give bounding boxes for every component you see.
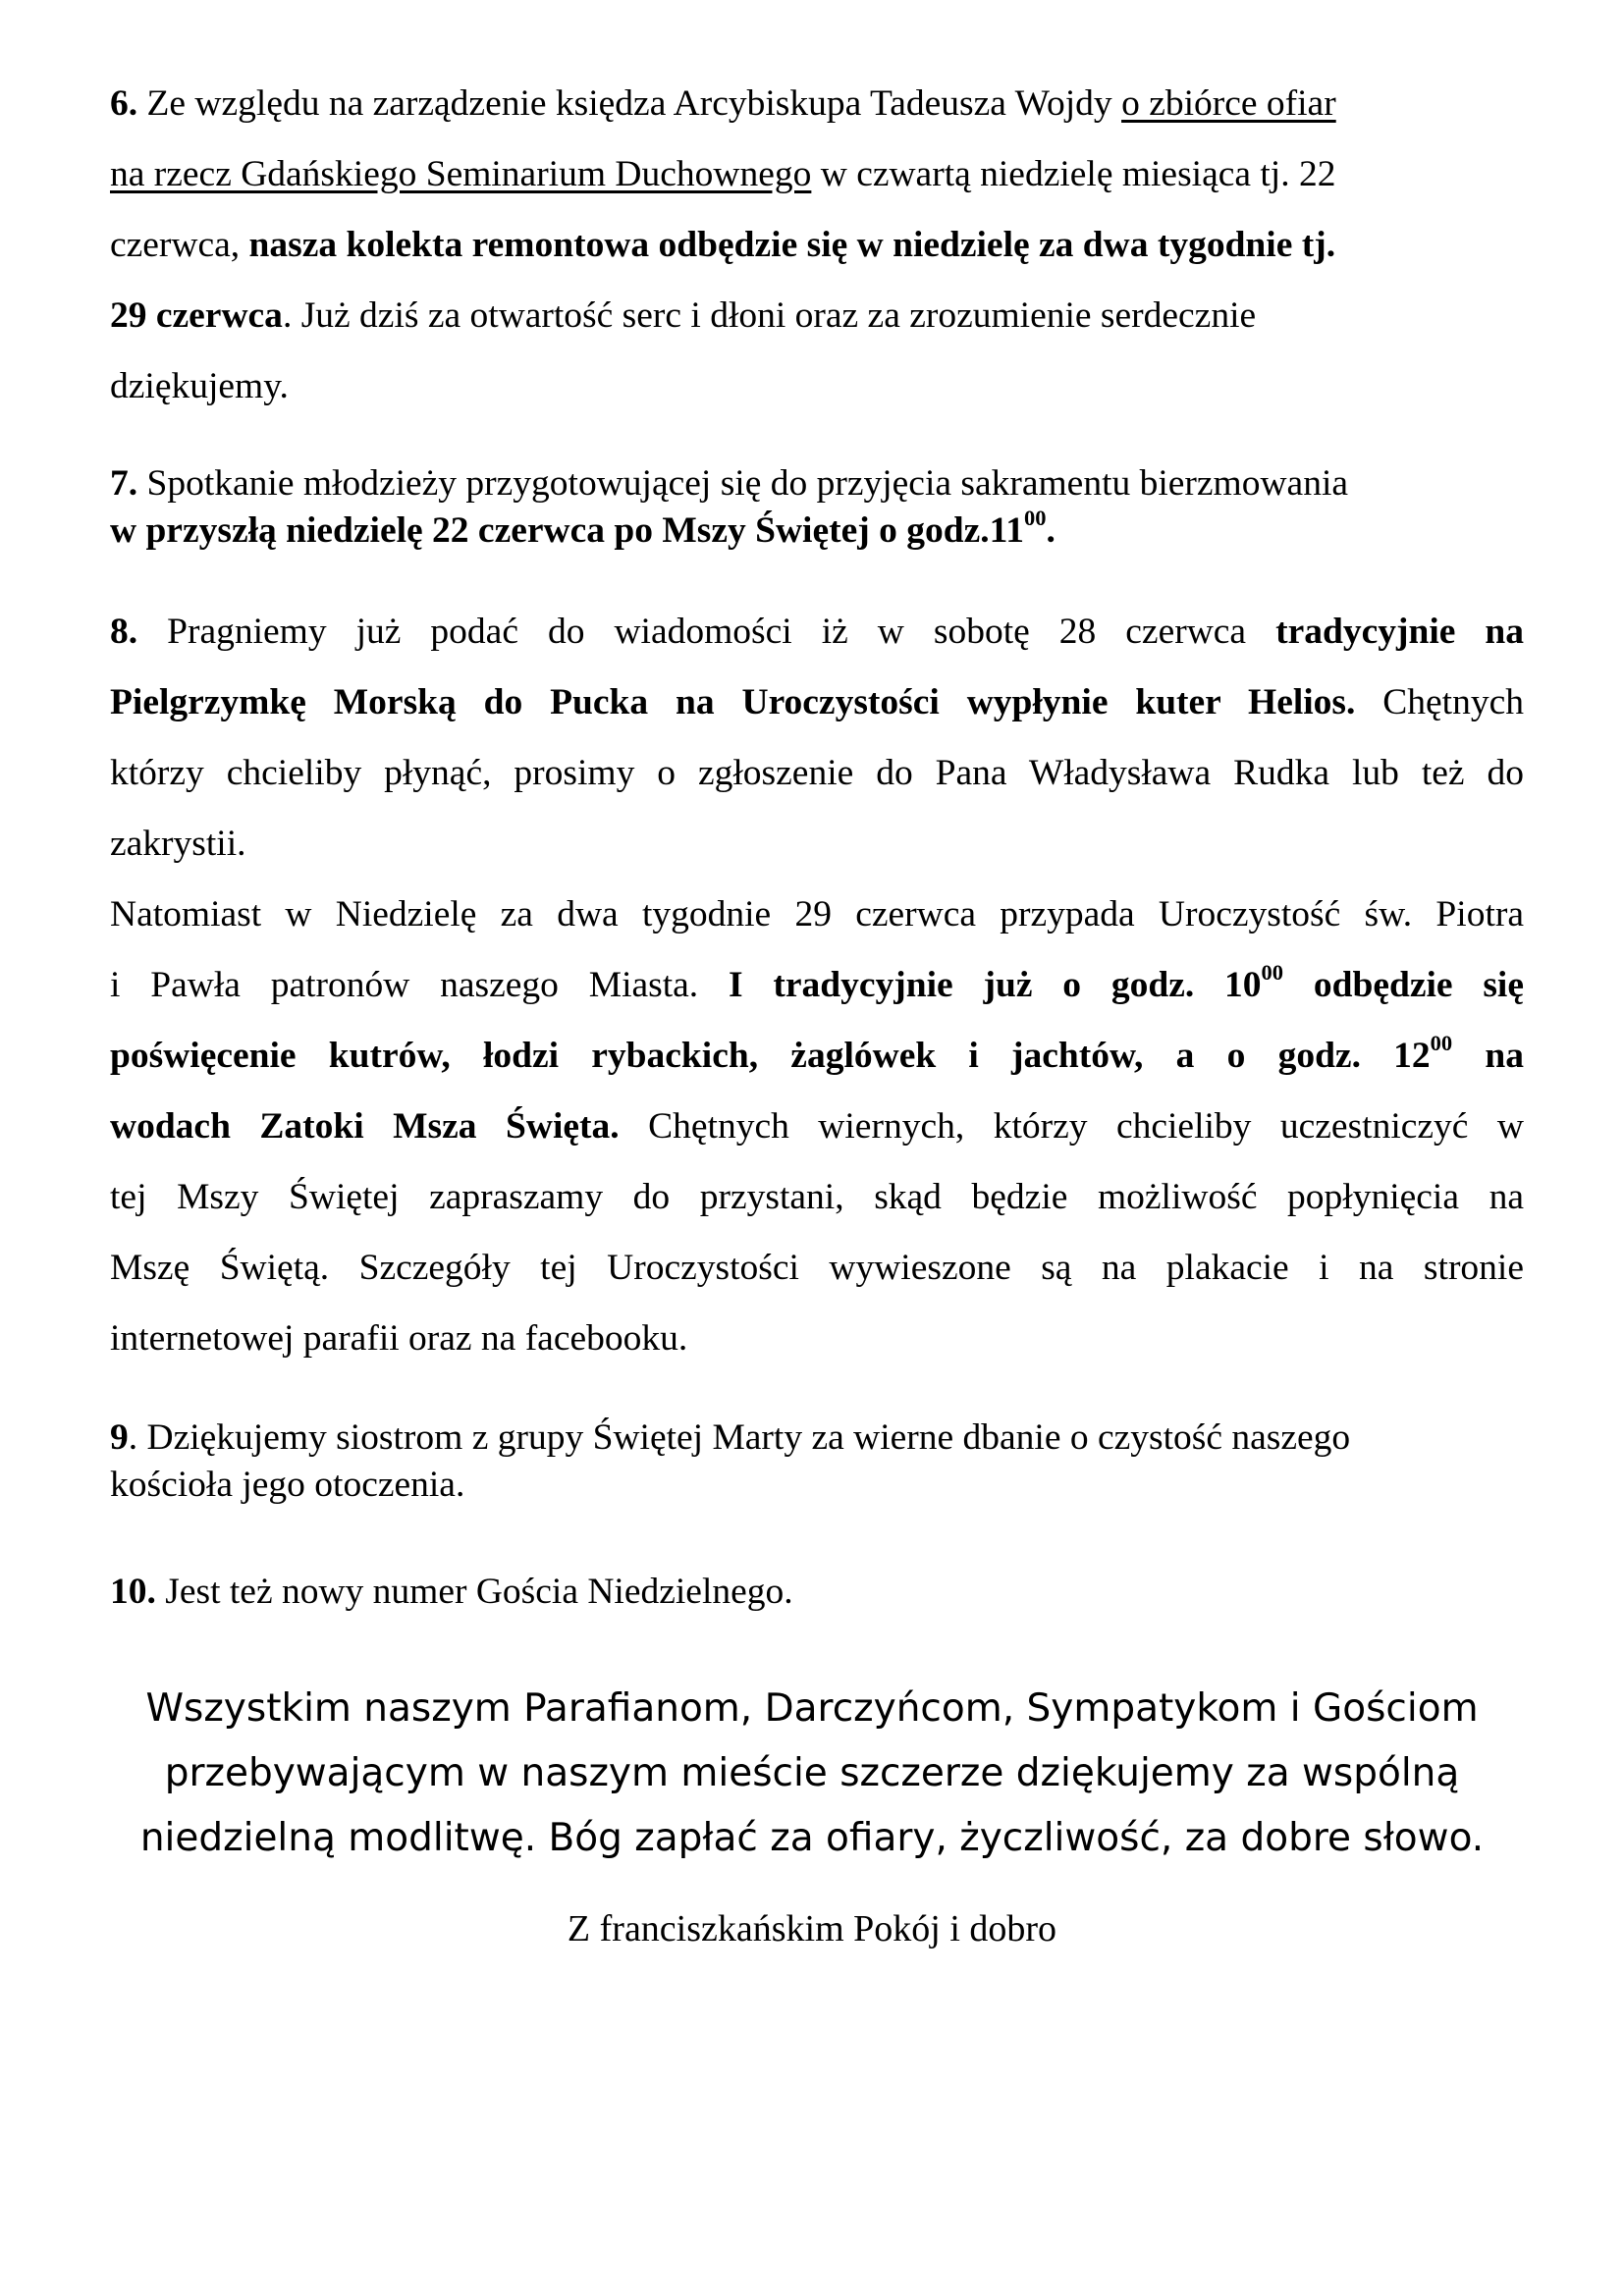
- item-number: 10.: [110, 1572, 156, 1612]
- text-run: Spotkanie młodzieży przygotowującej się do przyjęcia sakramentu bierzmowania: [137, 463, 1349, 504]
- text-run: tej Mszy Świętej zapraszamy do przystani, skąd będzie możliwość popłynięcia na: [110, 1177, 1524, 1217]
- text-line: [110, 1021, 1524, 1092]
- announcement-item-6: [110, 69, 1336, 422]
- text-run: Mszę Świętą. Szczegóły tej Uroczystości wywieszone są na plakacie i na stronie: [110, 1248, 1524, 1288]
- text-line: [110, 210, 1336, 281]
- text-run: w czwartą niedzielę miesiąca tj. 22: [811, 154, 1336, 194]
- item-number: 8.: [110, 612, 138, 652]
- bold-text: tradycyjnie na: [1275, 612, 1524, 652]
- text-line: [110, 351, 1336, 422]
- text-run: i Pawła patronów naszego Miasta.: [110, 965, 729, 1005]
- text-line: [110, 667, 1524, 738]
- text-line: [110, 1233, 1524, 1304]
- text-run: Chętnych wiernych, którzy chcieliby uczestniczyć w: [619, 1106, 1524, 1147]
- text-line: [110, 1304, 1524, 1374]
- underlined-text: o zbiórce ofiar: [1121, 83, 1336, 124]
- text-line: [110, 597, 1524, 667]
- text-run: Natomiast w Niedzielę za dwa tygodnie 29 czerwca przypada Uroczystość św. Piotra: [110, 894, 1524, 934]
- text-run: czerwca,: [110, 225, 249, 265]
- text-line: [110, 1415, 1350, 1462]
- bold-text: 00: [1261, 960, 1284, 986]
- text-line: [110, 738, 1524, 809]
- text-line: [110, 1092, 1524, 1162]
- closing-thanks: [0, 1677, 1624, 1871]
- text-run: którzy chcieliby płynąć, prosimy o zgłoszenie do Pana Władysława Rudka lub też do: [110, 753, 1524, 793]
- text-line: [110, 281, 1336, 351]
- item-number: 6.: [110, 83, 138, 124]
- text-run: internetowej parafii oraz na facebooku.: [110, 1318, 688, 1359]
- text-run: Chętnych: [1355, 682, 1524, 722]
- text-run: Ze względu na zarządzenie księdza Arcybiskupa Tadeusza Wojdy: [137, 83, 1122, 124]
- closing-line: przebywającym w naszym mieście szczerze dziękujemy za wspólną: [164, 1751, 1460, 1795]
- text-line: [110, 1569, 793, 1616]
- signoff: Z franciszkańskim Pokój i dobro: [567, 1908, 1057, 1949]
- underlined-text: na rzecz Gdańskiego Seminarium Duchownego: [110, 154, 812, 194]
- bold-text: 00: [1024, 506, 1047, 531]
- bold-text: poświęcenie kutrów, łodzi rybackich, żaglówek i jachtów, a o godz. 12: [110, 1036, 1431, 1076]
- closing-line: niedzielną modlitwę. Bóg zapłać za ofiary, życzliwość, za dobre słowo.: [139, 1816, 1485, 1860]
- announcement-item-9: [110, 1415, 1350, 1509]
- text-run: dziękujemy.: [110, 366, 289, 406]
- bold-text: w przyszłą niedzielę 22 czerwca po Mszy Świętej o godz.11: [110, 510, 1025, 551]
- text-line: [110, 69, 1336, 139]
- item-number: 7.: [110, 463, 138, 504]
- text-run: kościoła jego otoczenia.: [110, 1465, 465, 1505]
- bold-text: 29 czerwca: [110, 295, 283, 336]
- text-line: [110, 809, 1524, 880]
- bold-text: .: [1046, 510, 1056, 551]
- bold-text: nasza kolekta remontowa odbędzie się w niedzielę za dwa tygodnie tj.: [248, 225, 1336, 265]
- text-line: [110, 1462, 1350, 1509]
- announcement-item-10: [110, 1569, 793, 1616]
- text-line: [110, 507, 1348, 555]
- bold-text: odbędzie się: [1283, 965, 1524, 1005]
- bold-text: Pielgrzymkę Morską do Pucka na Uroczystości wypłynie kuter Helios.: [110, 682, 1356, 722]
- text-line: [110, 1162, 1524, 1233]
- announcement-item-7: [110, 460, 1348, 555]
- bold-text: wodach Zatoki Msza Święta.: [110, 1106, 620, 1147]
- text-run: Jest też nowy numer Gościa Niedzielnego.: [155, 1572, 793, 1612]
- text-run: . Już dziś za otwartość serc i dłoni oraz za zrozumienie serdecznie: [282, 295, 1257, 336]
- text-run: Pragniemy już podać do wiadomości iż w sobotę 28 czerwca: [137, 612, 1276, 652]
- bold-text: 00: [1430, 1031, 1453, 1056]
- text-line: [110, 880, 1524, 950]
- text-run: zakrystii.: [110, 824, 246, 864]
- bold-text: I tradycyjnie już o godz. 10: [728, 965, 1262, 1005]
- text-run: . Dziękujemy siostrom z grupy Świętej Marty za wierne dbanie o czystość naszego: [128, 1417, 1351, 1458]
- text-line: [110, 460, 1348, 507]
- item-number: 9: [110, 1417, 129, 1458]
- text-line: [110, 139, 1336, 210]
- bold-text: na: [1452, 1036, 1524, 1076]
- announcement-item-8: [110, 597, 1524, 1374]
- closing-line: Wszystkim naszym Parafianom, Darczyńcom, Sympatykom i Gościom: [145, 1686, 1479, 1731]
- text-line: [110, 950, 1524, 1021]
